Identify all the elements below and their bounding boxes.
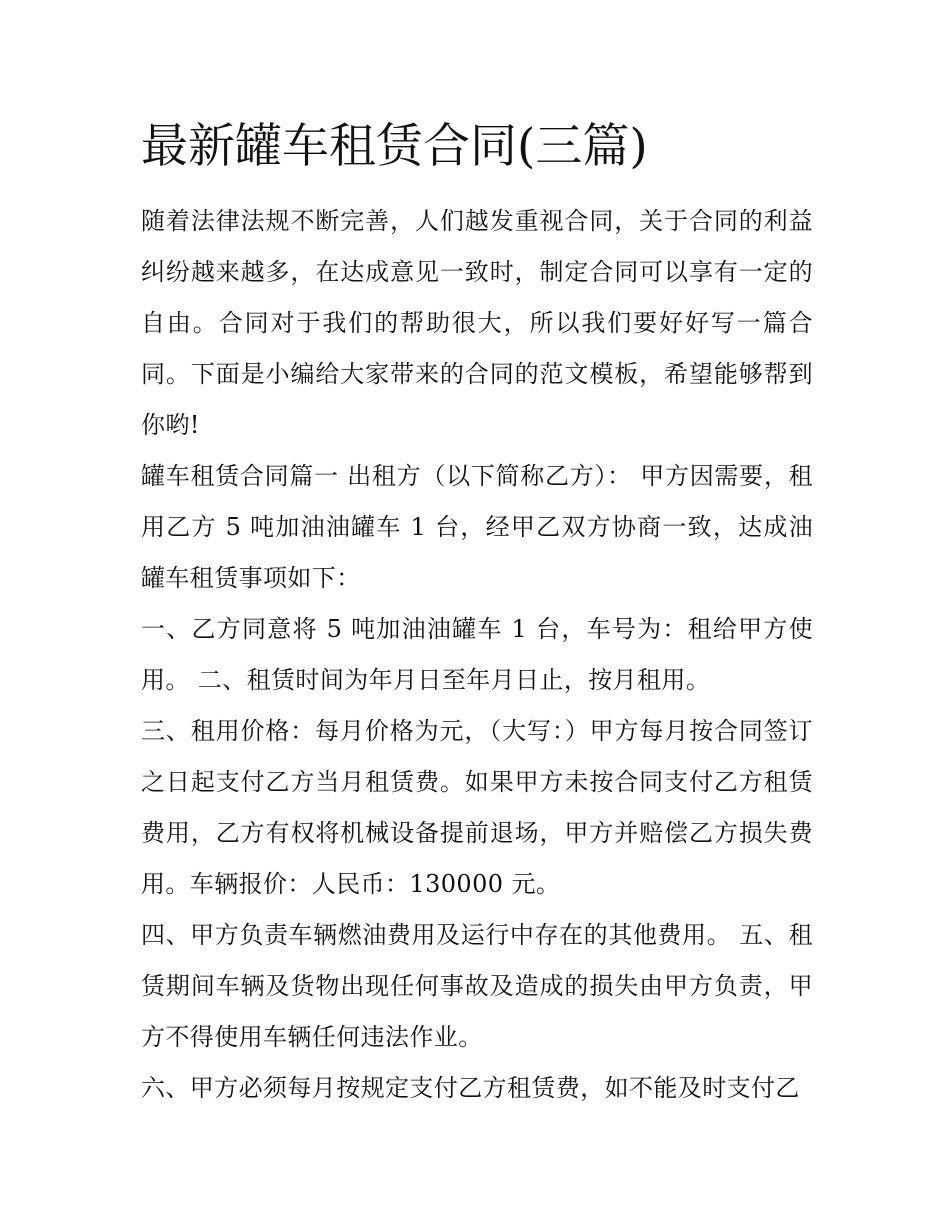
document-title: 最新罐车租赁合同(三篇) <box>141 119 648 174</box>
paragraph-clause-three: 三、租用价格：每月价格为元，（大写：）甲方每月按合同签订之日起支付乙方当月租赁费。如果甲方未按合同支付乙方租赁费用，乙方有权将机械设备提前退场，甲方并赔偿乙方损失费用。车辆报价：人民币：130000 元。 <box>141 717 813 898</box>
paragraph-intro: 随着法律法规不断完善，人们越发重视合同，关于合同的利益纠纷越来越多，在达成意见一致时，制定合同可以享有一定的自由。合同对于我们的帮助很大，所以我们要好好写一篇合同。下面是小编给大家带来的合同的范文模板，希望能够帮到你哟! <box>141 207 813 439</box>
paragraph-clause-one-two: 一、乙方同意将 5 吨加油油罐车 1 台，车号为：租给甲方使用。 二、租赁时间为年月日至年月日止，按月租用。 <box>141 615 813 694</box>
document-page <box>141 112 813 1114</box>
paragraph-clause-four-five: 四、甲方负责车辆燃油费用及运行中存在的其他费用。 五、租赁期间车辆及货物出现任何事故及造成的损失由甲方负责，甲方不得使用车辆任何违法作业。 <box>141 921 813 1051</box>
paragraph-contract-one-intro: 罐车租赁合同篇一 出租方（以下简称乙方）： 甲方因需要，租用乙方 5 吨加油油罐车 1 台，经甲乙双方协商一致，达成油罐车租赁事项如下： <box>141 462 813 592</box>
paragraph-clause-six: 六、甲方必须每月按规定支付乙方租赁费，如不能及时支付乙 <box>141 1074 800 1102</box>
